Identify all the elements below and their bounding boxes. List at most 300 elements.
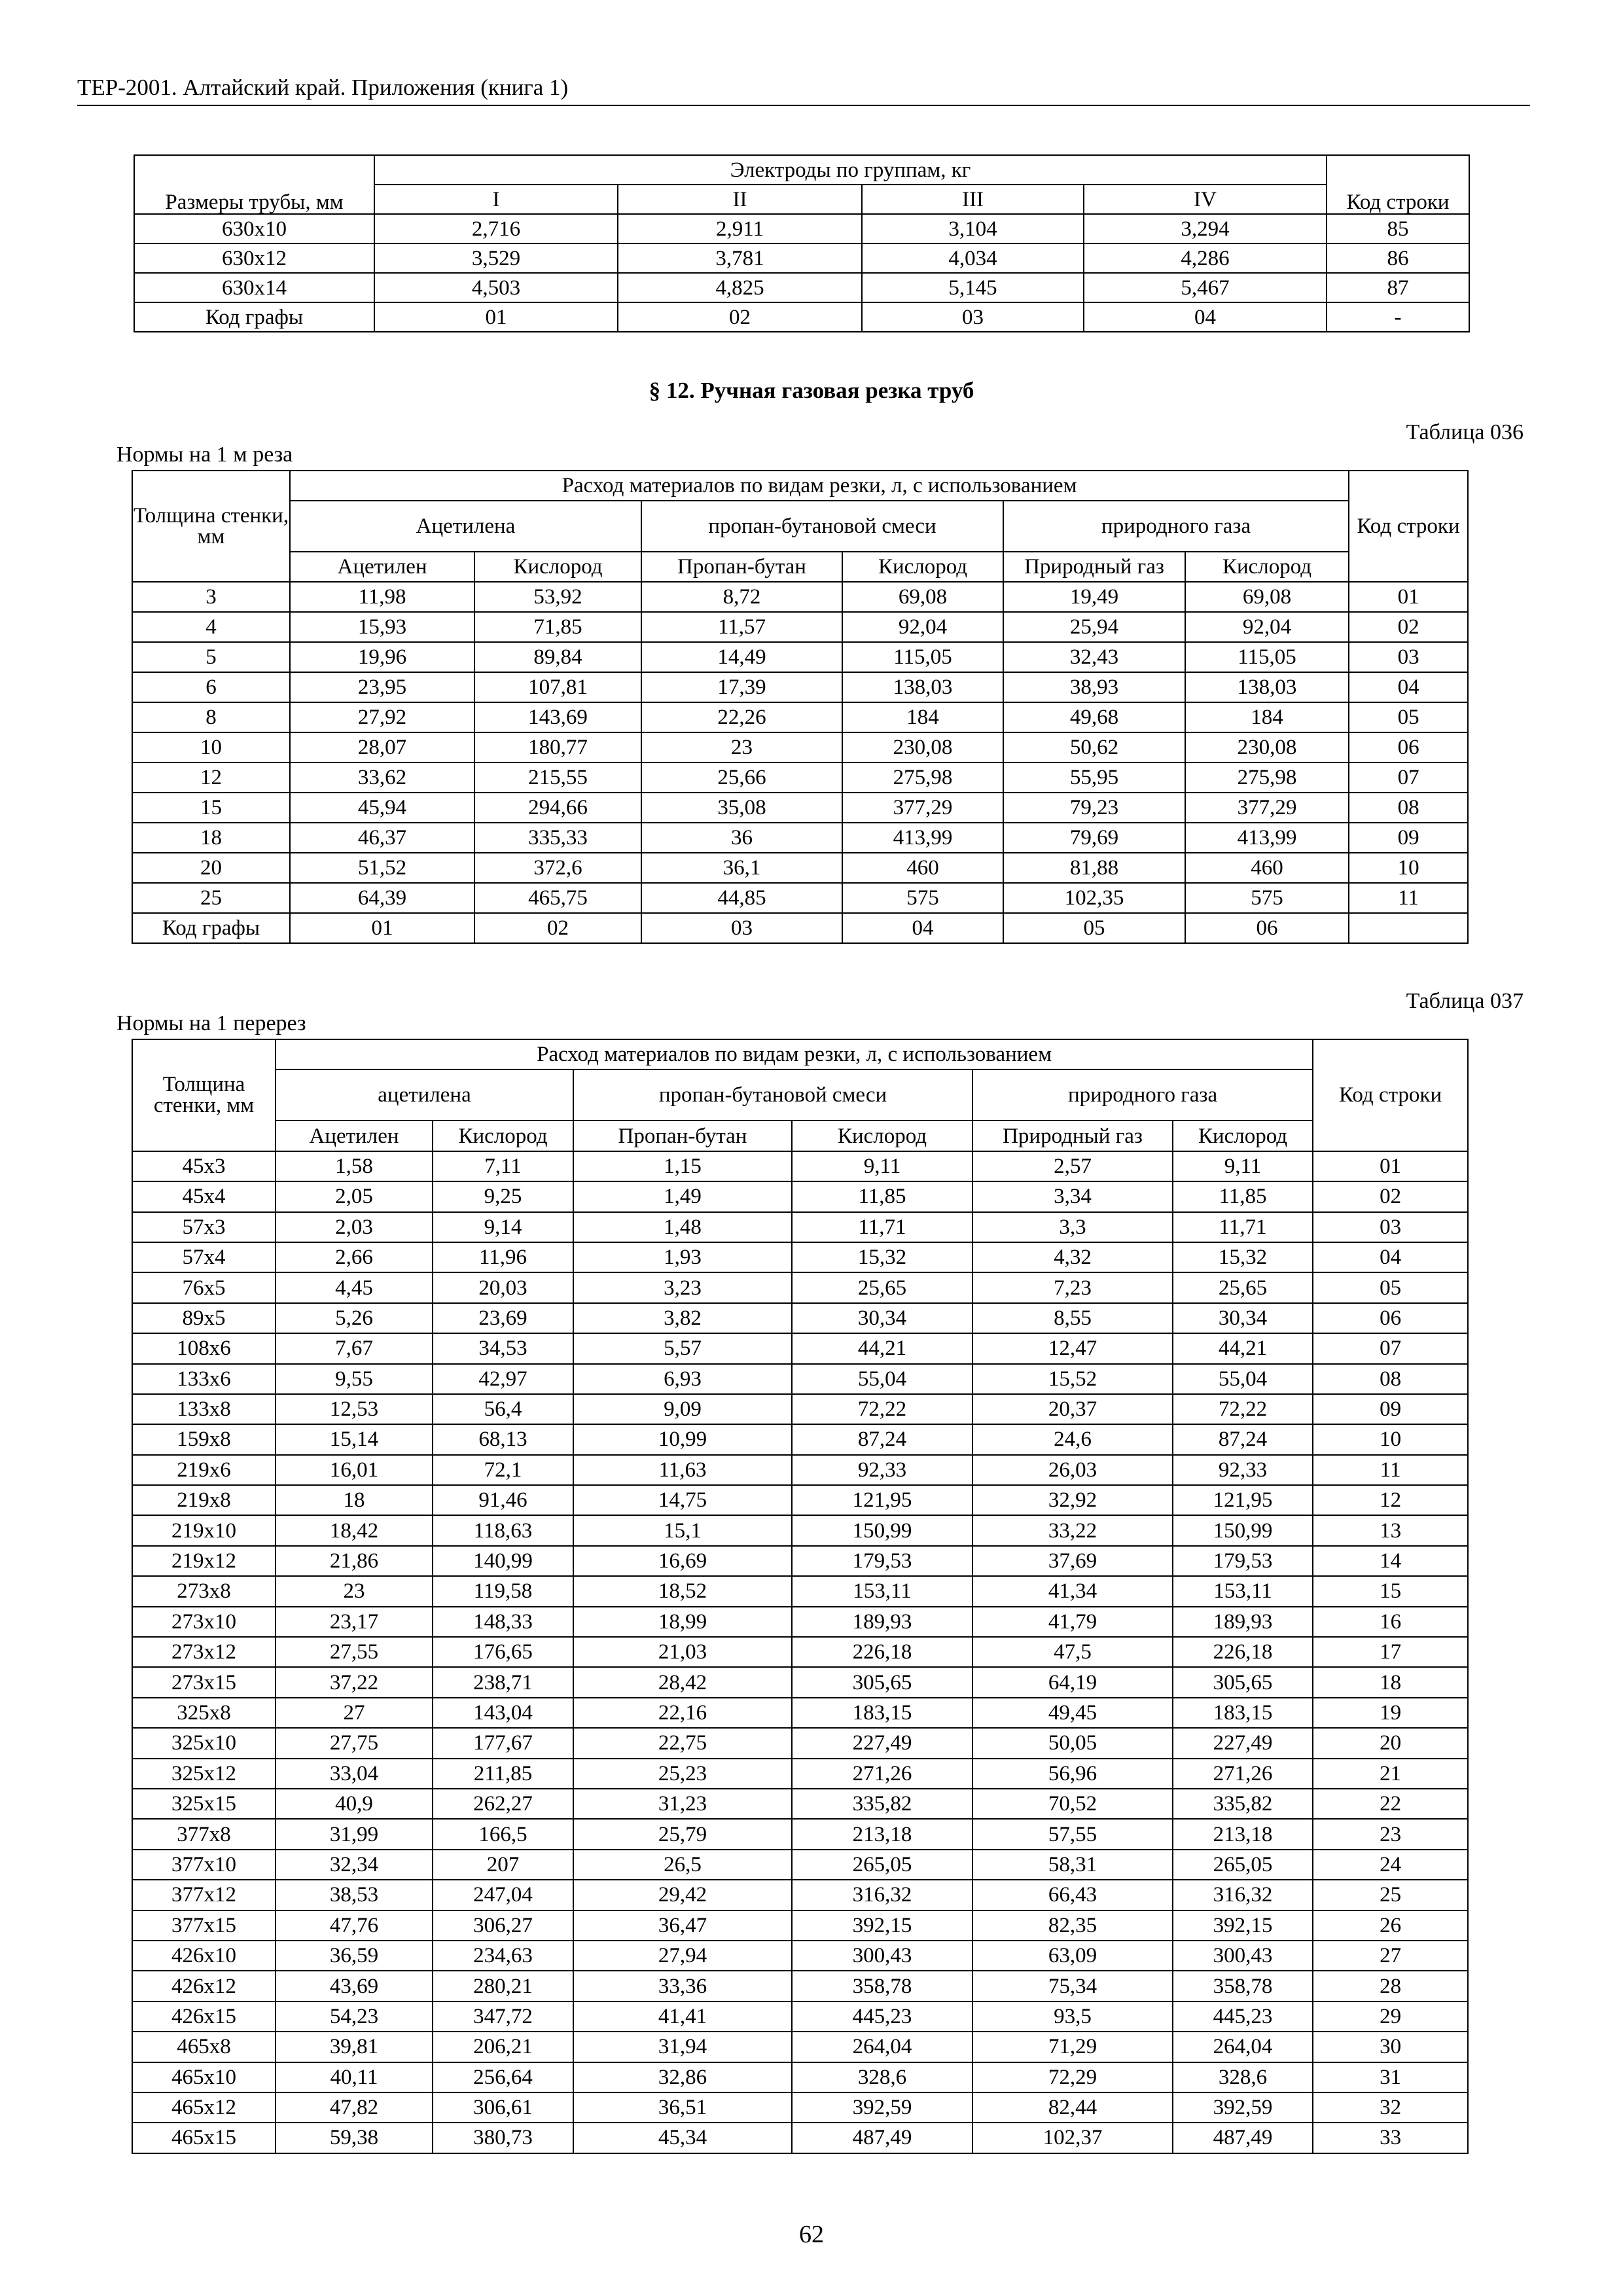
table-cell: 413,99: [842, 823, 1003, 853]
table-cell: 153,11: [1173, 1576, 1313, 1606]
table-cell: 14: [1313, 1546, 1468, 1576]
table-cell: 3,294: [1084, 214, 1327, 243]
table-cell: 273x15: [132, 1667, 276, 1697]
table-cell: 180,77: [474, 732, 641, 762]
table-row: [132, 883, 1468, 913]
table-cell: 34,53: [433, 1333, 573, 1363]
table-cell: 107,81: [474, 672, 641, 702]
table-row: [132, 2062, 1468, 2092]
col-wall-thickness: Толщина стенки, мм: [132, 1039, 276, 1151]
table-cell: 5,26: [276, 1303, 433, 1333]
table-cell: 06: [1349, 732, 1468, 762]
table-cell: 275,98: [1185, 762, 1349, 793]
table-cell: 1,49: [573, 1181, 792, 1211]
table-cell: 58,31: [972, 1850, 1173, 1880]
table-cell: 41,34: [972, 1576, 1173, 1606]
table-cell: 2,716: [374, 214, 618, 243]
table-row: [132, 1910, 1468, 1941]
table-row: [132, 2092, 1468, 2123]
table-cell: 219x6: [132, 1455, 276, 1485]
table-cell: 119,58: [433, 1576, 573, 1606]
table-cell: 166,5: [433, 1819, 573, 1849]
table-cell: 70,52: [972, 1789, 1173, 1819]
table-cell: 3,82: [573, 1303, 792, 1333]
table-cell: 92,33: [792, 1455, 972, 1485]
table-cell: 57x4: [132, 1242, 276, 1272]
table-cell: 22,16: [573, 1698, 792, 1728]
col-row-code: Код строки: [1349, 471, 1468, 582]
table-cell: 3,3: [972, 1212, 1173, 1242]
table-cell: 176,65: [433, 1637, 573, 1667]
table-cell: 426x12: [132, 1971, 276, 2001]
table-cell: 33,04: [276, 1759, 433, 1789]
table-cell: 75,34: [972, 1971, 1173, 2001]
table-cell: 49,68: [1003, 702, 1185, 732]
table-cell: 16: [1313, 1607, 1468, 1637]
table-cell: 143,69: [474, 702, 641, 732]
col-oxygen: Кислород: [1173, 1121, 1313, 1151]
table-cell: 47,82: [276, 2092, 433, 2123]
table-cell: 219x10: [132, 1515, 276, 1545]
table-cell: 59,38: [276, 2123, 433, 2153]
table-cell: 91,46: [433, 1485, 573, 1515]
table-cell: 14,49: [641, 642, 842, 672]
table-cell: 18: [1313, 1667, 1468, 1697]
table-cell: 16,01: [276, 1455, 433, 1485]
table-cell: 46,37: [290, 823, 474, 853]
table-cell: 1,58: [276, 1151, 433, 1181]
table-cell: 68,13: [433, 1424, 573, 1454]
table-cell: 465x12: [132, 2092, 276, 2123]
table-cell: 29: [1313, 2001, 1468, 2032]
subgroup-natural-gas: природного газа: [1003, 501, 1349, 552]
table-cell: 316,32: [1173, 1880, 1313, 1910]
table-row: [134, 243, 1469, 273]
table-cell: 487,49: [792, 2123, 972, 2153]
table-cell: 51,52: [290, 853, 474, 883]
consumption-group-header: Расход материалов по видам резки, л, с использованием: [290, 471, 1349, 501]
table-row: [134, 273, 1469, 302]
table-cell: 358,78: [1173, 1971, 1313, 2001]
table-cell: 22: [1313, 1789, 1468, 1819]
table-cell: 305,65: [792, 1667, 972, 1697]
table-cell: 27: [276, 1698, 433, 1728]
table-cell: 47,5: [972, 1637, 1173, 1667]
table-cell: 2,05: [276, 1181, 433, 1211]
table-cell: 150,99: [1173, 1515, 1313, 1545]
table-cell: 4: [132, 612, 290, 642]
table-cell: 7,67: [276, 1333, 433, 1363]
table-cell: 377x10: [132, 1850, 276, 1880]
table-cell: 102,35: [1003, 883, 1185, 913]
table-cell: 11,98: [290, 582, 474, 612]
table-row: [132, 793, 1468, 823]
table-cell: 20: [1313, 1728, 1468, 1758]
table-cell: 07: [1313, 1333, 1468, 1363]
table-row: [132, 1789, 1468, 1819]
table-cell: 5: [132, 642, 290, 672]
table-cell: 2,66: [276, 1242, 433, 1272]
table-cell: 392,15: [792, 1910, 972, 1941]
electrodes-group-header: Электроды по группам, кг: [374, 155, 1327, 185]
table-cell: 85: [1327, 214, 1469, 243]
page-header: ТЕР-2001. Алтайский край. Приложения (книга 1): [77, 73, 1530, 106]
col-row-code: Код строки: [1313, 1039, 1468, 1151]
table-cell: 247,04: [433, 1880, 573, 1910]
table-cell: 264,04: [1173, 2032, 1313, 2062]
table-cell: 49,45: [972, 1698, 1173, 1728]
table-row: [132, 642, 1468, 672]
table-cell: 306,27: [433, 1910, 573, 1941]
subgroup-propane-butane: пропан-бутановой смеси: [641, 501, 1003, 552]
table-cell: 377x15: [132, 1910, 276, 1941]
table-cell: 5,145: [862, 273, 1084, 302]
table-row: [132, 1364, 1468, 1394]
table-cell: 4,034: [862, 243, 1084, 273]
table-cell: 32,43: [1003, 642, 1185, 672]
table-cell: 3,104: [862, 214, 1084, 243]
table-row: [132, 1607, 1468, 1637]
subgroup-acetylene: Ацетилена: [290, 501, 641, 552]
table-cell: 57,55: [972, 1819, 1173, 1849]
table-cell: 33,36: [573, 1971, 792, 2001]
table-cell: 426x10: [132, 1941, 276, 1971]
table-cell: 183,15: [792, 1698, 972, 1728]
table-cell: 32,34: [276, 1850, 433, 1880]
table-cell: 3,529: [374, 243, 618, 273]
table-036-caption: Таблица 036: [1406, 420, 1524, 444]
table-cell: 17: [1313, 1637, 1468, 1667]
col-group: I: [374, 185, 618, 214]
table-cell: 08: [1313, 1364, 1468, 1394]
table-cell: 10: [132, 732, 290, 762]
column-code-cell: 04: [1084, 302, 1327, 332]
table-cell: 6: [132, 672, 290, 702]
table-cell: 72,22: [1173, 1394, 1313, 1424]
table-cell: 1,93: [573, 1242, 792, 1272]
table-cell: 26: [1313, 1910, 1468, 1941]
table-cell: 09: [1349, 823, 1468, 853]
table-cell: 465x10: [132, 2062, 276, 2092]
table-cell: 133x6: [132, 1364, 276, 1394]
table-cell: 12,53: [276, 1394, 433, 1424]
table-cell: 234,63: [433, 1941, 573, 1971]
table-cell: 300,43: [1173, 1941, 1313, 1971]
table-cell: 47,76: [276, 1910, 433, 1941]
table-cell: 11: [1313, 1455, 1468, 1485]
table-cell: 29,42: [573, 1880, 792, 1910]
table-cell: 16,69: [573, 1546, 792, 1576]
table-cell: 262,27: [433, 1789, 573, 1819]
table-cell: 189,93: [1173, 1607, 1313, 1637]
table-cell: 87: [1327, 273, 1469, 302]
table-cell: 23: [276, 1576, 433, 1606]
column-code-cell: 05: [1003, 913, 1185, 943]
column-code-cell: 02: [618, 302, 862, 332]
table-cell: 56,96: [972, 1759, 1173, 1789]
table-cell: 12,47: [972, 1333, 1173, 1363]
table-row: [134, 214, 1469, 243]
table-cell: 15,1: [573, 1515, 792, 1545]
table-row: [132, 1759, 1468, 1789]
table-cell: 82,35: [972, 1910, 1173, 1941]
table-cell: 40,9: [276, 1789, 433, 1819]
table-cell: 06: [1313, 1303, 1468, 1333]
table-row: [132, 1424, 1468, 1454]
table-cell: 19: [1313, 1698, 1468, 1728]
table-cell: 392,59: [792, 2092, 972, 2123]
table-cell: 20,03: [433, 1272, 573, 1302]
table-row: [132, 853, 1468, 883]
section-heading: § 12. Ручная газовая резка труб: [649, 378, 974, 403]
table-cell: 3,34: [972, 1181, 1173, 1211]
table-cell: 15,32: [1173, 1242, 1313, 1272]
table-cell: 325x10: [132, 1728, 276, 1758]
table-cell: 26,5: [573, 1850, 792, 1880]
column-code-cell: 06: [1185, 913, 1349, 943]
table-cell: 92,33: [1173, 1455, 1313, 1485]
table-cell: 21,86: [276, 1546, 433, 1576]
column-code-row: [132, 913, 1468, 943]
column-code-cell: -: [1327, 302, 1469, 332]
table-cell: 273x12: [132, 1637, 276, 1667]
table-cell: 10: [1313, 1424, 1468, 1454]
table-row: [132, 1242, 1468, 1272]
table-row: [132, 1394, 1468, 1424]
table-cell: 55,04: [1173, 1364, 1313, 1394]
table-cell: 460: [842, 853, 1003, 883]
table-cell: 56,4: [433, 1394, 573, 1424]
table-cell: 11,57: [641, 612, 842, 642]
table-cell: 25: [1313, 1880, 1468, 1910]
table-cell: 445,23: [1173, 2001, 1313, 2032]
table-cell: 27,92: [290, 702, 474, 732]
table-cell: 25,65: [1173, 1272, 1313, 1302]
table-cell: 27,55: [276, 1637, 433, 1667]
table-cell: 17,39: [641, 672, 842, 702]
table-cell: 79,69: [1003, 823, 1185, 853]
table-cell: 66,43: [972, 1880, 1173, 1910]
table-cell: 30: [1313, 2032, 1468, 2062]
table-cell: 20,37: [972, 1394, 1173, 1424]
table-cell: 57x3: [132, 1212, 276, 1242]
table-cell: 36: [641, 823, 842, 853]
table-cell: 31: [1313, 2062, 1468, 2092]
table-cell: 11,85: [1173, 1181, 1313, 1211]
table-cell: 347,72: [433, 2001, 573, 2032]
table-row: [132, 823, 1468, 853]
col-group: IV: [1084, 185, 1327, 214]
table-cell: 9,55: [276, 1364, 433, 1394]
col-pipe-size: Размеры трубы, мм: [134, 155, 374, 214]
column-code-cell: [1349, 913, 1468, 943]
col-oxygen: Кислород: [792, 1121, 972, 1151]
table-cell: 226,18: [1173, 1637, 1313, 1667]
col-natural-gas: Природный газ: [1003, 552, 1185, 582]
col-propane-butane: Пропан-бутан: [641, 552, 842, 582]
col-propane-butane: Пропан-бутан: [573, 1121, 792, 1151]
table-cell: 377,29: [1185, 793, 1349, 823]
table-cell: 7,23: [972, 1272, 1173, 1302]
table-cell: 35,08: [641, 793, 842, 823]
electrodes-table: [134, 154, 1470, 332]
table-cell: 118,63: [433, 1515, 573, 1545]
table-cell: 294,66: [474, 793, 641, 823]
table-cell: 445,23: [792, 2001, 972, 2032]
col-oxygen: Кислород: [474, 552, 641, 582]
table-cell: 02: [1349, 612, 1468, 642]
table-cell: 392,59: [1173, 2092, 1313, 2123]
table-row: [132, 1971, 1468, 2001]
table-cell: 37,69: [972, 1546, 1173, 1576]
table-cell: 23,95: [290, 672, 474, 702]
table-cell: 300,43: [792, 1941, 972, 1971]
page-number: 62: [799, 2221, 824, 2248]
table-cell: 25,94: [1003, 612, 1185, 642]
table-cell: 26,03: [972, 1455, 1173, 1485]
table-cell: 44,21: [1173, 1333, 1313, 1363]
table-row: [132, 2123, 1468, 2153]
table-cell: 372,6: [474, 853, 641, 883]
table-cell: 465x15: [132, 2123, 276, 2153]
table-cell: 86: [1327, 243, 1469, 273]
table-cell: 227,49: [792, 1728, 972, 1758]
table-cell: 189,93: [792, 1607, 972, 1637]
table-cell: 377,29: [842, 793, 1003, 823]
table-cell: 55,95: [1003, 762, 1185, 793]
table-row: [132, 1272, 1468, 1302]
col-oxygen: Кислород: [1185, 552, 1349, 582]
table-cell: 63,09: [972, 1941, 1173, 1971]
col-acetylene: Ацетилен: [276, 1121, 433, 1151]
table-cell: 33,62: [290, 762, 474, 793]
table-cell: 89x5: [132, 1303, 276, 1333]
table-cell: 328,6: [792, 2062, 972, 2092]
column-code-cell: Код графы: [132, 913, 290, 943]
table-cell: 14,75: [573, 1485, 792, 1515]
table-cell: 184: [842, 702, 1003, 732]
table-cell: 31,23: [573, 1789, 792, 1819]
table-cell: 18,52: [573, 1576, 792, 1606]
table-cell: 305,65: [1173, 1667, 1313, 1697]
table-cell: 23,69: [433, 1303, 573, 1333]
table-cell: 273x8: [132, 1576, 276, 1606]
table-cell: 575: [1185, 883, 1349, 913]
table-cell: 211,85: [433, 1759, 573, 1789]
table-cell: 630x12: [134, 243, 374, 273]
table-cell: 179,53: [792, 1546, 972, 1576]
table-cell: 15,52: [972, 1364, 1173, 1394]
table-cell: 45,94: [290, 793, 474, 823]
table-cell: 159x8: [132, 1424, 276, 1454]
table-cell: 25,65: [792, 1272, 972, 1302]
table-cell: 9,09: [573, 1394, 792, 1424]
table-cell: 79,23: [1003, 793, 1185, 823]
table-cell: 28,07: [290, 732, 474, 762]
table-cell: 4,825: [618, 273, 862, 302]
table-cell: 07: [1349, 762, 1468, 793]
table-cell: 13: [1313, 1515, 1468, 1545]
table-037: [132, 1039, 1469, 2154]
table-cell: 32,92: [972, 1485, 1173, 1515]
table-cell: 630x10: [134, 214, 374, 243]
table-row: [132, 1941, 1468, 1971]
table-036: [132, 470, 1469, 944]
table-cell: 18,42: [276, 1515, 433, 1545]
table-cell: 72,1: [433, 1455, 573, 1485]
table-cell: 10: [1349, 853, 1468, 883]
table-cell: 238,71: [433, 1667, 573, 1697]
table-cell: 9,25: [433, 1181, 573, 1211]
table-cell: 45x3: [132, 1151, 276, 1181]
table-036-body: [132, 582, 1468, 943]
table-cell: 115,05: [842, 642, 1003, 672]
table-cell: 9,14: [433, 1212, 573, 1242]
table-cell: 69,08: [1185, 582, 1349, 612]
table-row: [132, 732, 1468, 762]
table-row: [132, 1181, 1468, 1211]
table-cell: 115,05: [1185, 642, 1349, 672]
table-cell: 41,41: [573, 2001, 792, 2032]
table-cell: 20: [132, 853, 290, 883]
table-row: [132, 762, 1468, 793]
table-cell: 630x14: [134, 273, 374, 302]
subgroup-natural-gas: природного газа: [972, 1069, 1313, 1121]
table-cell: 465,75: [474, 883, 641, 913]
table-cell: 121,95: [1173, 1485, 1313, 1515]
table-cell: 44,21: [792, 1333, 972, 1363]
table-037-norm: Нормы на 1 перерез: [116, 1011, 306, 1035]
table-cell: 4,45: [276, 1272, 433, 1302]
table-cell: 230,08: [842, 732, 1003, 762]
table-row: [132, 1303, 1468, 1333]
table-cell: 306,61: [433, 2092, 573, 2123]
table-row: [132, 1546, 1468, 1576]
table-cell: 36,47: [573, 1910, 792, 1941]
table-cell: 30,34: [1173, 1303, 1313, 1333]
table-cell: 9,11: [1173, 1151, 1313, 1181]
table-036-norm: Нормы на 1 м реза: [116, 442, 293, 467]
table-cell: 6,93: [573, 1364, 792, 1394]
table-cell: 08: [1349, 793, 1468, 823]
table-cell: 21,03: [573, 1637, 792, 1667]
electrodes-body: [134, 214, 1469, 332]
table-cell: 02: [1313, 1181, 1468, 1211]
table-cell: 25,66: [641, 762, 842, 793]
table-cell: 05: [1349, 702, 1468, 732]
table-row: [132, 1333, 1468, 1363]
table-cell: 92,04: [1185, 612, 1349, 642]
table-row: [132, 702, 1468, 732]
col-wall-thickness: Толщина стенки, мм: [132, 471, 290, 582]
table-cell: 23: [1313, 1819, 1468, 1849]
table-row: [132, 1819, 1468, 1849]
table-cell: 23,17: [276, 1607, 433, 1637]
table-cell: 03: [1313, 1212, 1468, 1242]
table-cell: 28,42: [573, 1667, 792, 1697]
table-cell: 15: [132, 793, 290, 823]
table-cell: 1,48: [573, 1212, 792, 1242]
table-cell: 64,19: [972, 1667, 1173, 1697]
table-cell: 143,04: [433, 1698, 573, 1728]
table-row: [132, 672, 1468, 702]
table-cell: 465x8: [132, 2032, 276, 2062]
column-code-cell: 03: [641, 913, 842, 943]
table-037-body: [132, 1151, 1468, 2153]
table-cell: 71,29: [972, 2032, 1173, 2062]
table-cell: 219x12: [132, 1546, 276, 1576]
table-cell: 325x8: [132, 1698, 276, 1728]
